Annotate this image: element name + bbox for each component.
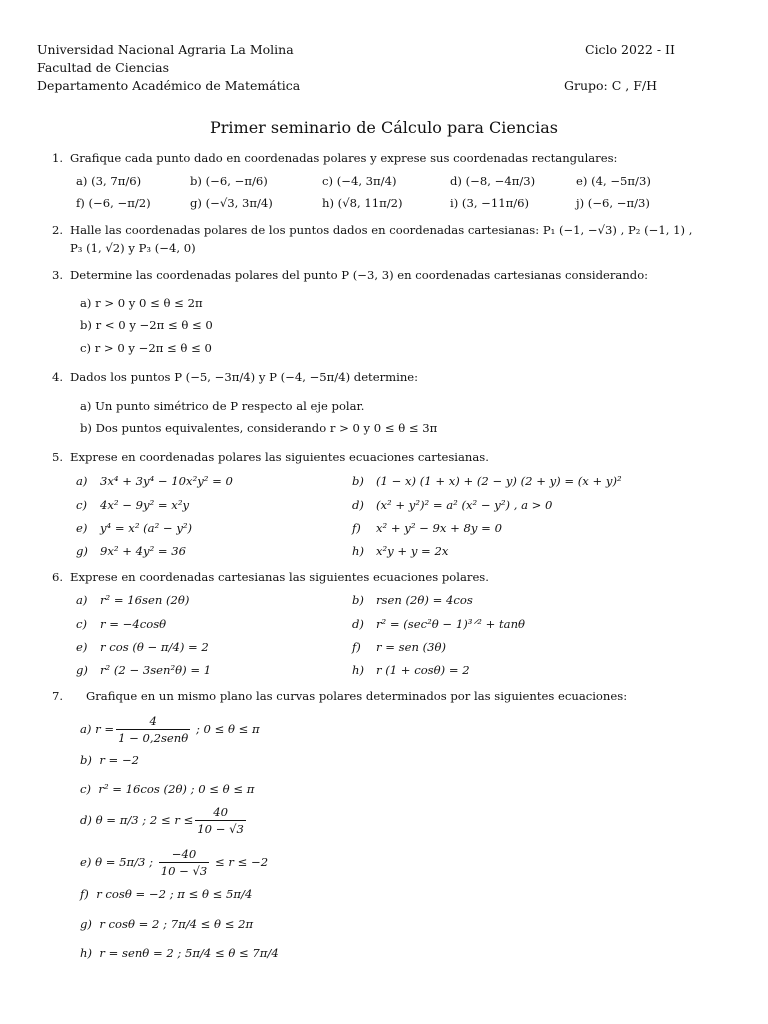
item-label: h) bbox=[352, 544, 364, 558]
item-label: d) bbox=[80, 813, 92, 827]
item-label: c) bbox=[76, 498, 88, 512]
equation: r = sen (3θ) bbox=[376, 640, 446, 654]
item-label: f) bbox=[352, 640, 361, 654]
list-item: a) Un punto simétrico de P respecto al eje polar. bbox=[80, 399, 365, 413]
department-name: Departamento Académico de Matemática bbox=[37, 78, 301, 93]
item-label: h) bbox=[80, 946, 92, 960]
equation: y⁴ = x² (a² − y²) bbox=[100, 521, 193, 535]
item-label: e) bbox=[76, 521, 88, 535]
problem-2-line1: Halle las coordenadas polares de los puntos dados en coordenadas cartesianas: P₁ (−1, −√3) , P₂ (−1, 1) , bbox=[70, 223, 693, 237]
problem-7e bbox=[80, 845, 268, 879]
equation: r = −2 bbox=[99, 753, 140, 767]
list-item: f) (−6, −π/2) bbox=[76, 196, 151, 210]
problem-number: 7. bbox=[52, 689, 64, 703]
item-label: g) bbox=[80, 917, 92, 931]
list-item: g) (−√3, 3π/4) bbox=[190, 196, 273, 210]
item-label: a) bbox=[80, 722, 92, 736]
equation: x² + y² − 9x + 8y = 0 bbox=[376, 521, 502, 535]
problem-2-line2: P₃ (1, √2) y P₃ (−4, 0) bbox=[70, 241, 196, 255]
equation: (1 − x) (1 + x) + (2 − y) (2 + y) = (x + y)² bbox=[376, 474, 622, 488]
equation: r (1 + cosθ) = 2 bbox=[376, 663, 470, 677]
problem-number: 1. bbox=[52, 151, 64, 165]
item-label: c) bbox=[80, 782, 92, 796]
equation: r² (2 − 3sen²θ) = 1 bbox=[100, 663, 212, 677]
fraction bbox=[195, 805, 246, 836]
item-label: g) bbox=[76, 663, 88, 677]
item-label: d) bbox=[352, 498, 364, 512]
problem-7g bbox=[80, 917, 253, 931]
problem-7h bbox=[80, 946, 279, 960]
problem-5-text: Exprese en coordenadas polares las siguientes ecuaciones cartesianas. bbox=[70, 450, 489, 464]
list-item: j) (−6, −π/3) bbox=[576, 196, 650, 210]
problem-7a bbox=[80, 712, 260, 746]
equation: r² = 16cos (2θ) ; 0 ≤ θ ≤ π bbox=[98, 782, 255, 796]
problem-number: 3. bbox=[52, 268, 64, 282]
problem-7-text: Grafique en un mismo plano las curvas polares determinados por las siguientes ecuaciones: bbox=[86, 689, 628, 703]
list-item: b) Dos puntos equivalentes, considerando r > 0 y 0 ≤ θ ≤ 3π bbox=[80, 421, 438, 435]
fraction-numerator: −40 bbox=[171, 846, 197, 861]
equation: r = senθ = 2 ; 5π/4 ≤ θ ≤ 7π/4 bbox=[99, 946, 279, 960]
equation: r cos (θ − π/4) = 2 bbox=[100, 640, 209, 654]
university-name: Universidad Nacional Agraria La Molina bbox=[37, 42, 294, 57]
faculty-name: Facultad de Ciencias bbox=[37, 60, 170, 75]
equation-lhs: θ = π/3 ; 2 ≤ r ≤ bbox=[95, 813, 194, 827]
group-label: Grupo: C , F/H bbox=[564, 78, 657, 93]
problem-7c bbox=[80, 782, 254, 796]
cycle-label: Ciclo 2022 - II bbox=[585, 42, 675, 57]
problem-3-text: Determine las coordenadas polares del punto P (−3, 3) en coordenadas cartesianas considerando: bbox=[70, 268, 649, 282]
problem-number: 6. bbox=[52, 570, 64, 584]
list-item: i) (3, −11π/6) bbox=[450, 196, 530, 210]
item-label: b) bbox=[352, 474, 364, 488]
problem-6-text: Exprese en coordenadas cartesianas las siguientes ecuaciones polares. bbox=[70, 570, 489, 584]
problem-7b bbox=[80, 753, 139, 767]
problem-7f bbox=[80, 887, 252, 901]
equation: 4x² − 9y² = x²y bbox=[100, 498, 190, 512]
equation: 9x² + 4y² = 36 bbox=[100, 544, 187, 558]
fraction-numerator: 40 bbox=[213, 804, 228, 819]
problem-4-text: Dados los puntos P (−5, −3π/4) y P (−4, −5π/4) determine: bbox=[70, 370, 419, 384]
equation: r cosθ = 2 ; 7π/4 ≤ θ ≤ 2π bbox=[99, 917, 254, 931]
problem-1-text: Grafique cada punto dado en coordenadas polares y exprese sus coordenadas rectangulares: bbox=[70, 151, 618, 165]
item-label: h) bbox=[352, 663, 364, 677]
fraction-denominator: 10 − √3 bbox=[197, 821, 244, 836]
equation: (x² + y²)² = a² (x² − y²) , a > 0 bbox=[376, 498, 553, 512]
problem-number: 5. bbox=[52, 450, 64, 464]
equation: r² = 16sen (2θ) bbox=[100, 593, 190, 607]
list-item: h) (√8, 11π/2) bbox=[322, 196, 403, 210]
page-title: Primer seminario de Cálculo para Ciencias bbox=[209, 118, 558, 137]
list-item: a) (3, 7π/6) bbox=[76, 174, 142, 188]
list-item: c) (−4, 3π/4) bbox=[322, 174, 397, 188]
fraction-denominator: 10 − √3 bbox=[160, 863, 208, 878]
equation-lhs: θ = 5π/3 ; bbox=[95, 855, 154, 869]
equation-rest: ≤ r ≤ −2 bbox=[215, 855, 269, 869]
equation-rest: ; 0 ≤ θ ≤ π bbox=[195, 722, 260, 736]
equation: x²y + y = 2x bbox=[376, 544, 449, 558]
item-label: f) bbox=[352, 521, 361, 535]
list-item: b) (−6, −π/6) bbox=[190, 174, 268, 188]
list-item: a) r > 0 y 0 ≤ θ ≤ 2π bbox=[80, 296, 203, 310]
list-item: d) (−8, −4π/3) bbox=[450, 174, 536, 188]
equation: r² = (sec²θ − 1)³ᐟ² + tanθ bbox=[376, 617, 526, 631]
equation: 3x⁴ + 3y⁴ − 10x²y² = 0 bbox=[100, 474, 233, 488]
item-label: c) bbox=[76, 617, 88, 631]
list-item: e) (4, −5π/3) bbox=[576, 174, 651, 188]
item-label: b) bbox=[352, 593, 364, 607]
item-label: d) bbox=[352, 617, 364, 631]
item-label: e) bbox=[80, 855, 92, 869]
equation: r = −4cosθ bbox=[100, 617, 167, 631]
problem-7d bbox=[80, 803, 248, 837]
equation: rsen (2θ) = 4cos bbox=[376, 593, 473, 607]
problem-number: 2. bbox=[52, 223, 64, 237]
list-item: b) r < 0 y −2π ≤ θ ≤ 0 bbox=[80, 318, 213, 332]
equation: r cosθ = −2 ; π ≤ θ ≤ 5π/4 bbox=[96, 887, 253, 901]
problem-number: 4. bbox=[52, 370, 64, 384]
equation-lhs: r = bbox=[95, 722, 115, 736]
list-item: c) r > 0 y −2π ≤ θ ≤ 0 bbox=[80, 341, 212, 355]
item-label: f) bbox=[80, 887, 89, 901]
item-label: a) bbox=[76, 593, 88, 607]
fraction bbox=[159, 847, 210, 878]
item-label: g) bbox=[76, 544, 88, 558]
fraction-numerator: 4 bbox=[149, 713, 157, 728]
item-label: e) bbox=[76, 640, 88, 654]
item-label: b) bbox=[80, 753, 92, 767]
fraction-denominator: 1 − 0,2senθ bbox=[118, 730, 189, 745]
item-label: a) bbox=[76, 474, 88, 488]
fraction bbox=[116, 714, 190, 745]
